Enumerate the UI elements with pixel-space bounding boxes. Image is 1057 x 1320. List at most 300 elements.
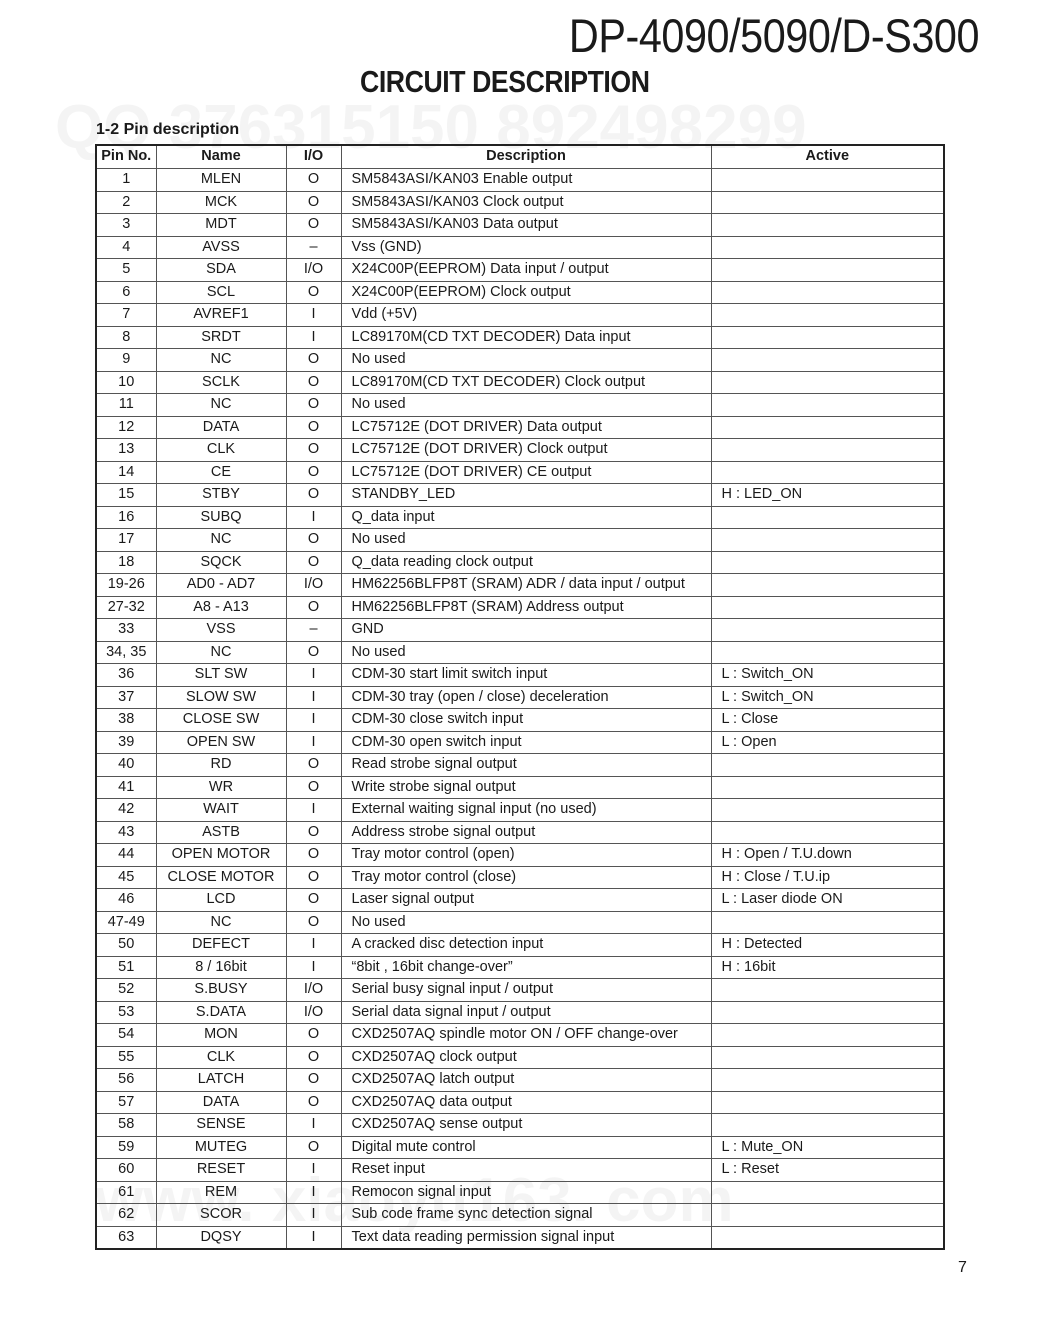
active-cell: [711, 1114, 944, 1137]
name-cell: AVREF1: [156, 304, 286, 327]
active-cell: L : Open: [711, 731, 944, 754]
active-cell: H : 16bit: [711, 956, 944, 979]
active-cell: [711, 259, 944, 282]
pin-no-cell: 8: [96, 326, 156, 349]
active-cell: H : Detected: [711, 934, 944, 957]
io-cell: I: [286, 686, 341, 709]
description-cell: “8bit , 16bit change-over”: [341, 956, 711, 979]
pin-no-cell: 37: [96, 686, 156, 709]
active-cell: [711, 394, 944, 417]
table-row: [96, 956, 944, 979]
active-cell: [711, 349, 944, 372]
description-cell: X24C00P(EEPROM) Clock output: [341, 281, 711, 304]
io-cell: I/O: [286, 979, 341, 1002]
active-cell: [711, 1046, 944, 1069]
header-active: Active: [711, 145, 944, 169]
pin-no-cell: 41: [96, 776, 156, 799]
name-cell: DQSY: [156, 1226, 286, 1249]
name-cell: LCD: [156, 889, 286, 912]
table-row: [96, 799, 944, 822]
header-name: Name: [156, 145, 286, 169]
description-cell: CXD2507AQ clock output: [341, 1046, 711, 1069]
description-cell: CDM-30 close switch input: [341, 709, 711, 732]
io-cell: O: [286, 484, 341, 507]
description-cell: Laser signal output: [341, 889, 711, 912]
io-cell: O: [286, 214, 341, 237]
io-cell: I/O: [286, 259, 341, 282]
section-heading: 1-2 Pin description: [96, 121, 240, 138]
io-cell: O: [286, 169, 341, 192]
name-cell: NC: [156, 911, 286, 934]
active-cell: [711, 1091, 944, 1114]
name-cell: CE: [156, 461, 286, 484]
name-cell: RD: [156, 754, 286, 777]
name-cell: SRDT: [156, 326, 286, 349]
header-io: I/O: [286, 145, 341, 169]
io-cell: O: [286, 461, 341, 484]
description-cell: Remocon signal input: [341, 1181, 711, 1204]
description-cell: Write strobe signal output: [341, 776, 711, 799]
active-cell: [711, 1024, 944, 1047]
active-cell: [711, 191, 944, 214]
pin-no-cell: 62: [96, 1204, 156, 1227]
table-row: [96, 596, 944, 619]
name-cell: A8 - A13: [156, 596, 286, 619]
io-cell: O: [286, 889, 341, 912]
pin-no-cell: 14: [96, 461, 156, 484]
io-cell: I: [286, 304, 341, 327]
active-cell: [711, 551, 944, 574]
io-cell: O: [286, 1136, 341, 1159]
name-cell: MUTEG: [156, 1136, 286, 1159]
io-cell: O: [286, 349, 341, 372]
table-row: [96, 844, 944, 867]
io-cell: I: [286, 709, 341, 732]
name-cell: CLK: [156, 439, 286, 462]
pin-no-cell: 55: [96, 1046, 156, 1069]
io-cell: O: [286, 394, 341, 417]
io-cell: O: [286, 776, 341, 799]
description-cell: SM5843ASI/KAN03 Data output: [341, 214, 711, 237]
pin-no-cell: 15: [96, 484, 156, 507]
description-cell: Serial data signal input / output: [341, 1001, 711, 1024]
active-cell: H : Open / T.U.down: [711, 844, 944, 867]
name-cell: CLOSE SW: [156, 709, 286, 732]
pin-no-cell: 59: [96, 1136, 156, 1159]
name-cell: SQCK: [156, 551, 286, 574]
io-cell: O: [286, 1024, 341, 1047]
io-cell: O: [286, 844, 341, 867]
name-cell: VSS: [156, 619, 286, 642]
description-cell: CDM-30 tray (open / close) deceleration: [341, 686, 711, 709]
name-cell: STBY: [156, 484, 286, 507]
io-cell: O: [286, 754, 341, 777]
name-cell: WAIT: [156, 799, 286, 822]
active-cell: [711, 281, 944, 304]
active-cell: [711, 979, 944, 1002]
table-row: [96, 304, 944, 327]
description-cell: Q_data input: [341, 506, 711, 529]
io-cell: O: [286, 911, 341, 934]
active-cell: [711, 326, 944, 349]
io-cell: O: [286, 1069, 341, 1092]
table-row: [96, 574, 944, 597]
io-cell: O: [286, 551, 341, 574]
pin-no-cell: 53: [96, 1001, 156, 1024]
active-cell: [711, 1069, 944, 1092]
io-cell: –: [286, 619, 341, 642]
description-cell: CXD2507AQ spindle motor ON / OFF change-over: [341, 1024, 711, 1047]
pin-no-cell: 38: [96, 709, 156, 732]
name-cell: REM: [156, 1181, 286, 1204]
io-cell: O: [286, 529, 341, 552]
description-cell: No used: [341, 641, 711, 664]
description-cell: SM5843ASI/KAN03 Enable output: [341, 169, 711, 192]
description-cell: LC75712E (DOT DRIVER) CE output: [341, 461, 711, 484]
table-row: [96, 214, 944, 237]
io-cell: O: [286, 416, 341, 439]
table-row: [96, 551, 944, 574]
active-cell: H : LED_ON: [711, 484, 944, 507]
active-cell: [711, 799, 944, 822]
io-cell: O: [286, 439, 341, 462]
name-cell: CLOSE MOTOR: [156, 866, 286, 889]
pin-no-cell: 17: [96, 529, 156, 552]
pin-no-cell: 63: [96, 1226, 156, 1249]
description-cell: LC75712E (DOT DRIVER) Clock output: [341, 439, 711, 462]
pin-no-cell: 5: [96, 259, 156, 282]
active-cell: [711, 371, 944, 394]
description-cell: SM5843ASI/KAN03 Clock output: [341, 191, 711, 214]
description-cell: CDM-30 open switch input: [341, 731, 711, 754]
table-row: [96, 1159, 944, 1182]
io-cell: I: [286, 1204, 341, 1227]
name-cell: SCLK: [156, 371, 286, 394]
table-row: [96, 731, 944, 754]
pin-no-cell: 36: [96, 664, 156, 687]
name-cell: MDT: [156, 214, 286, 237]
table-row: [96, 349, 944, 372]
active-cell: [711, 1181, 944, 1204]
active-cell: [711, 236, 944, 259]
description-cell: Reset input: [341, 1159, 711, 1182]
model-number: DP-4090/5090/D-S300: [568, 9, 979, 62]
description-cell: LC75712E (DOT DRIVER) Data output: [341, 416, 711, 439]
active-cell: [711, 416, 944, 439]
pin-no-cell: 4: [96, 236, 156, 259]
pin-no-cell: 50: [96, 934, 156, 957]
pin-no-cell: 34, 35: [96, 641, 156, 664]
table-row: [96, 1204, 944, 1227]
name-cell: AD0 - AD7: [156, 574, 286, 597]
description-cell: HM62256BLFP8T (SRAM) ADR / data input / output: [341, 574, 711, 597]
name-cell: SLT SW: [156, 664, 286, 687]
io-cell: I: [286, 1181, 341, 1204]
name-cell: SCOR: [156, 1204, 286, 1227]
name-cell: RESET: [156, 1159, 286, 1182]
active-cell: [711, 506, 944, 529]
table-row: [96, 169, 944, 192]
description-cell: Sub code frame sync detection signal: [341, 1204, 711, 1227]
table-header-row: [96, 145, 944, 169]
table-row: [96, 394, 944, 417]
table-row: [96, 754, 944, 777]
pin-no-cell: 18: [96, 551, 156, 574]
description-cell: No used: [341, 911, 711, 934]
pin-no-cell: 19-26: [96, 574, 156, 597]
io-cell: O: [286, 281, 341, 304]
description-cell: Address strobe signal output: [341, 821, 711, 844]
pin-no-cell: 12: [96, 416, 156, 439]
name-cell: SCL: [156, 281, 286, 304]
io-cell: O: [286, 1091, 341, 1114]
table-row: [96, 529, 944, 552]
io-cell: O: [286, 821, 341, 844]
pin-no-cell: 57: [96, 1091, 156, 1114]
description-cell: Text data reading permission signal input: [341, 1226, 711, 1249]
io-cell: I: [286, 326, 341, 349]
active-cell: [711, 439, 944, 462]
table-row: [96, 506, 944, 529]
pin-no-cell: 7: [96, 304, 156, 327]
pin-no-cell: 16: [96, 506, 156, 529]
description-cell: Digital mute control: [341, 1136, 711, 1159]
pin-no-cell: 40: [96, 754, 156, 777]
active-cell: [711, 1226, 944, 1249]
name-cell: DATA: [156, 416, 286, 439]
pin-no-cell: 60: [96, 1159, 156, 1182]
name-cell: AVSS: [156, 236, 286, 259]
io-cell: I: [286, 1226, 341, 1249]
table-row: [96, 1024, 944, 1047]
description-cell: Vdd (+5V): [341, 304, 711, 327]
pin-no-cell: 43: [96, 821, 156, 844]
table-row: [96, 326, 944, 349]
io-cell: I: [286, 1159, 341, 1182]
pin-no-cell: 11: [96, 394, 156, 417]
table-row: [96, 1136, 944, 1159]
description-cell: CXD2507AQ latch output: [341, 1069, 711, 1092]
pin-no-cell: 54: [96, 1024, 156, 1047]
description-cell: STANDBY_LED: [341, 484, 711, 507]
description-cell: LC89170M(CD TXT DECODER) Clock output: [341, 371, 711, 394]
pin-no-cell: 1: [96, 169, 156, 192]
name-cell: NC: [156, 349, 286, 372]
active-cell: [711, 304, 944, 327]
name-cell: MCK: [156, 191, 286, 214]
description-cell: No used: [341, 349, 711, 372]
active-cell: [711, 529, 944, 552]
pin-no-cell: 56: [96, 1069, 156, 1092]
description-cell: X24C00P(EEPROM) Data input / output: [341, 259, 711, 282]
active-cell: [711, 1204, 944, 1227]
name-cell: SUBQ: [156, 506, 286, 529]
pin-no-cell: 51: [96, 956, 156, 979]
active-cell: L : Laser diode ON: [711, 889, 944, 912]
pin-no-cell: 9: [96, 349, 156, 372]
io-cell: O: [286, 866, 341, 889]
table-row: [96, 1114, 944, 1137]
io-cell: I: [286, 506, 341, 529]
pin-no-cell: 10: [96, 371, 156, 394]
pin-no-cell: 46: [96, 889, 156, 912]
pin-no-cell: 47-49: [96, 911, 156, 934]
table-row: [96, 416, 944, 439]
io-cell: I/O: [286, 1001, 341, 1024]
active-cell: H : Close / T.U.ip: [711, 866, 944, 889]
description-cell: HM62256BLFP8T (SRAM) Address output: [341, 596, 711, 619]
name-cell: OPEN SW: [156, 731, 286, 754]
io-cell: I: [286, 664, 341, 687]
active-cell: [711, 776, 944, 799]
name-cell: S.BUSY: [156, 979, 286, 1002]
table-row: [96, 821, 944, 844]
name-cell: OPEN MOTOR: [156, 844, 286, 867]
active-cell: L : Mute_ON: [711, 1136, 944, 1159]
active-cell: L : Switch_ON: [711, 686, 944, 709]
active-cell: [711, 641, 944, 664]
table-row: [96, 461, 944, 484]
table-row: [96, 1046, 944, 1069]
io-cell: O: [286, 596, 341, 619]
io-cell: –: [286, 236, 341, 259]
name-cell: SDA: [156, 259, 286, 282]
active-cell: [711, 821, 944, 844]
active-cell: [711, 574, 944, 597]
pin-no-cell: 3: [96, 214, 156, 237]
table-row: [96, 686, 944, 709]
io-cell: I/O: [286, 574, 341, 597]
pin-no-cell: 44: [96, 844, 156, 867]
pin-no-cell: 27-32: [96, 596, 156, 619]
description-cell: GND: [341, 619, 711, 642]
table-row: [96, 776, 944, 799]
table-row: [96, 619, 944, 642]
pin-no-cell: 42: [96, 799, 156, 822]
description-cell: Tray motor control (close): [341, 866, 711, 889]
table-row: [96, 191, 944, 214]
description-cell: Read strobe signal output: [341, 754, 711, 777]
table-row: [96, 439, 944, 462]
description-cell: A cracked disc detection input: [341, 934, 711, 957]
io-cell: I: [286, 934, 341, 957]
table-row: [96, 259, 944, 282]
table-row: [96, 371, 944, 394]
description-cell: CDM-30 start limit switch input: [341, 664, 711, 687]
pin-no-cell: 52: [96, 979, 156, 1002]
name-cell: 8 / 16bit: [156, 956, 286, 979]
description-cell: No used: [341, 529, 711, 552]
active-cell: [711, 911, 944, 934]
table-row: [96, 236, 944, 259]
name-cell: NC: [156, 394, 286, 417]
description-cell: Serial busy signal input / output: [341, 979, 711, 1002]
table-row: [96, 1069, 944, 1092]
pin-no-cell: 39: [96, 731, 156, 754]
name-cell: WR: [156, 776, 286, 799]
page-number: 7: [958, 1259, 967, 1276]
table-row: [96, 866, 944, 889]
table-row: [96, 1091, 944, 1114]
name-cell: NC: [156, 641, 286, 664]
header-description: Description: [341, 145, 711, 169]
table-row: [96, 484, 944, 507]
table-body: [96, 169, 944, 1250]
active-cell: L : Reset: [711, 1159, 944, 1182]
io-cell: I: [286, 799, 341, 822]
name-cell: DATA: [156, 1091, 286, 1114]
name-cell: MLEN: [156, 169, 286, 192]
name-cell: S.DATA: [156, 1001, 286, 1024]
pin-no-cell: 45: [96, 866, 156, 889]
io-cell: O: [286, 191, 341, 214]
io-cell: O: [286, 371, 341, 394]
active-cell: [711, 619, 944, 642]
io-cell: O: [286, 641, 341, 664]
pin-no-cell: 58: [96, 1114, 156, 1137]
description-cell: CXD2507AQ data output: [341, 1091, 711, 1114]
description-cell: CXD2507AQ sense output: [341, 1114, 711, 1137]
active-cell: [711, 596, 944, 619]
table-row: [96, 934, 944, 957]
active-cell: [711, 169, 944, 192]
description-cell: Tray motor control (open): [341, 844, 711, 867]
name-cell: ASTB: [156, 821, 286, 844]
table-row: [96, 889, 944, 912]
description-cell: Q_data reading clock output: [341, 551, 711, 574]
table-row: [96, 979, 944, 1002]
pin-no-cell: 13: [96, 439, 156, 462]
pin-description-table: [95, 144, 945, 1250]
active-cell: [711, 461, 944, 484]
description-cell: External waiting signal input (no used): [341, 799, 711, 822]
active-cell: [711, 754, 944, 777]
active-cell: L : Switch_ON: [711, 664, 944, 687]
io-cell: I: [286, 1114, 341, 1137]
table-row: [96, 281, 944, 304]
active-cell: L : Close: [711, 709, 944, 732]
table-row: [96, 1226, 944, 1249]
io-cell: I: [286, 956, 341, 979]
name-cell: NC: [156, 529, 286, 552]
active-cell: [711, 214, 944, 237]
pin-no-cell: 2: [96, 191, 156, 214]
pin-no-cell: 6: [96, 281, 156, 304]
name-cell: CLK: [156, 1046, 286, 1069]
io-cell: I: [286, 731, 341, 754]
description-cell: LC89170M(CD TXT DECODER) Data input: [341, 326, 711, 349]
table-row: [96, 641, 944, 664]
io-cell: O: [286, 1046, 341, 1069]
table-row: [96, 911, 944, 934]
table-row: [96, 664, 944, 687]
active-cell: [711, 1001, 944, 1024]
pin-no-cell: 61: [96, 1181, 156, 1204]
table-row: [96, 1001, 944, 1024]
pin-no-cell: 33: [96, 619, 156, 642]
description-cell: Vss (GND): [341, 236, 711, 259]
header-pin-no: Pin No.: [96, 145, 156, 169]
table-row: [96, 1181, 944, 1204]
name-cell: SLOW SW: [156, 686, 286, 709]
name-cell: SENSE: [156, 1114, 286, 1137]
page-title: CIRCUIT DESCRIPTION: [360, 64, 650, 99]
name-cell: DEFECT: [156, 934, 286, 957]
table-row: [96, 709, 944, 732]
name-cell: MON: [156, 1024, 286, 1047]
description-cell: No used: [341, 394, 711, 417]
name-cell: LATCH: [156, 1069, 286, 1092]
